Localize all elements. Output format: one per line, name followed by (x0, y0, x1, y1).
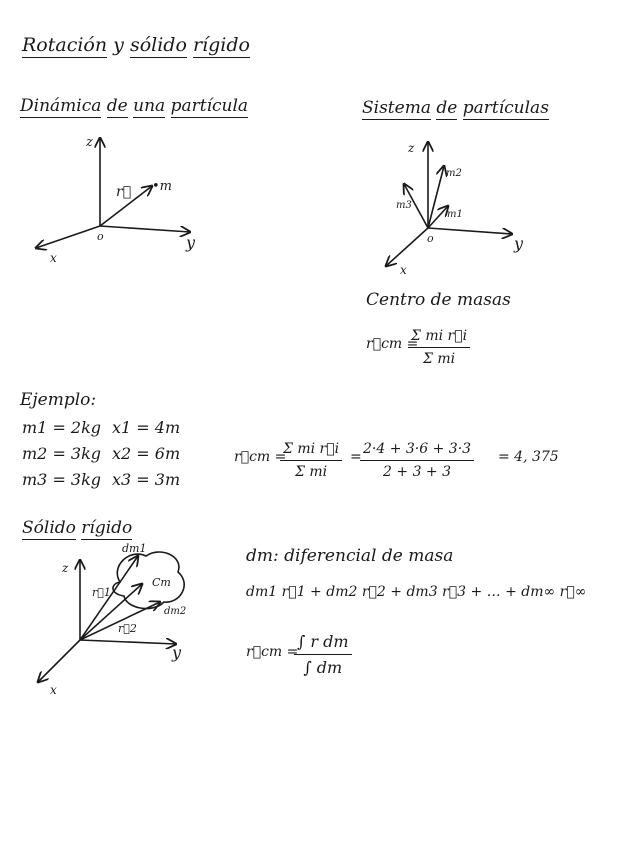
dm1-label: dm1 (122, 542, 147, 555)
ejemplo-position-2: x2 = 6m (112, 444, 181, 463)
dm-definition: dm: diferencial de masa (246, 546, 454, 566)
rigid-formula-fraction: ∫ r dm ∫ dm (294, 632, 352, 677)
ejemplo-mass-3: m3 = 3kg (22, 470, 102, 489)
system-origin-label: o (427, 232, 434, 245)
cm-label: Cm (152, 576, 171, 589)
rigid-y-axis (80, 640, 176, 644)
ejemplo-formula-equals: = (350, 449, 362, 465)
system-x-label: x (400, 263, 407, 277)
rigid-y-label: y (172, 643, 182, 662)
solido-heading: Sólido rígido (22, 518, 133, 538)
m3-label: m3 (396, 200, 412, 211)
r2-label: r⃗2 (118, 622, 137, 635)
title-connector: y (113, 34, 124, 56)
particle-y-label: y (186, 233, 196, 252)
rigid-x-label: x (50, 683, 57, 697)
system-z-label: z (408, 141, 415, 155)
rigid-z-label: z (62, 561, 69, 575)
ejemplo-heading: Ejemplo: (20, 390, 97, 410)
particle-z-label: z (86, 135, 93, 150)
centro-formula-fraction: Σ mi r⃗i Σ mi (408, 328, 470, 367)
system-y-label: y (514, 234, 524, 253)
dm-sum-expression: dm1 r⃗1 + dm2 r⃗2 + dm3 r⃗3 + … + dm∞ r⃗∞ (246, 584, 587, 600)
system-y-axis (428, 228, 512, 234)
ejemplo-formula-result: = 4, 375 (498, 449, 559, 465)
system-x-axis (386, 228, 428, 266)
m1-label: m1 (447, 209, 463, 220)
ejemplo-mass-2: m2 = 3kg (22, 444, 102, 463)
rigid-body-diagram (38, 552, 187, 682)
dm2-label: dm2 (164, 606, 187, 617)
ejemplo-formula-fraction-1: Σ mi r⃗i Σ mi (280, 441, 342, 480)
ejemplo-position-3: x3 = 3m (112, 470, 181, 489)
rigid-formula-lhs: r⃗cm = (246, 644, 299, 660)
centro-formula-lhs: r⃗cm = (366, 336, 419, 352)
particle-mass-label: •m (152, 179, 172, 194)
title-word-rigido: rígido (192, 34, 250, 56)
rigid-x-axis (38, 640, 80, 682)
m2-label: m2 (446, 168, 462, 179)
particle-origin-label: o (97, 230, 104, 243)
title-word-solido: sólido (129, 34, 187, 56)
centro-de-masas-label: Centro de masas (366, 290, 511, 310)
particle-vector-label: r⃗ (116, 184, 132, 200)
ejemplo-mass-1: m1 = 2kg (22, 418, 102, 437)
ejemplo-formula-fraction-2: 2·4 + 3·6 + 3·3 2 + 3 + 3 (360, 441, 474, 480)
particle-x-label: x (50, 251, 57, 265)
r1-label: r⃗1 (92, 586, 111, 599)
title-word-rotacion: Rotación (22, 34, 108, 56)
ejemplo-position-1: x1 = 4m (112, 418, 181, 437)
dinamica-heading: Dinámica de una partícula (20, 96, 249, 116)
ejemplo-formula-lhs: r⃗cm = (234, 449, 287, 465)
x-axis (36, 226, 100, 248)
sistema-heading: Sistema de partículas (362, 98, 549, 118)
y-axis (100, 226, 190, 232)
